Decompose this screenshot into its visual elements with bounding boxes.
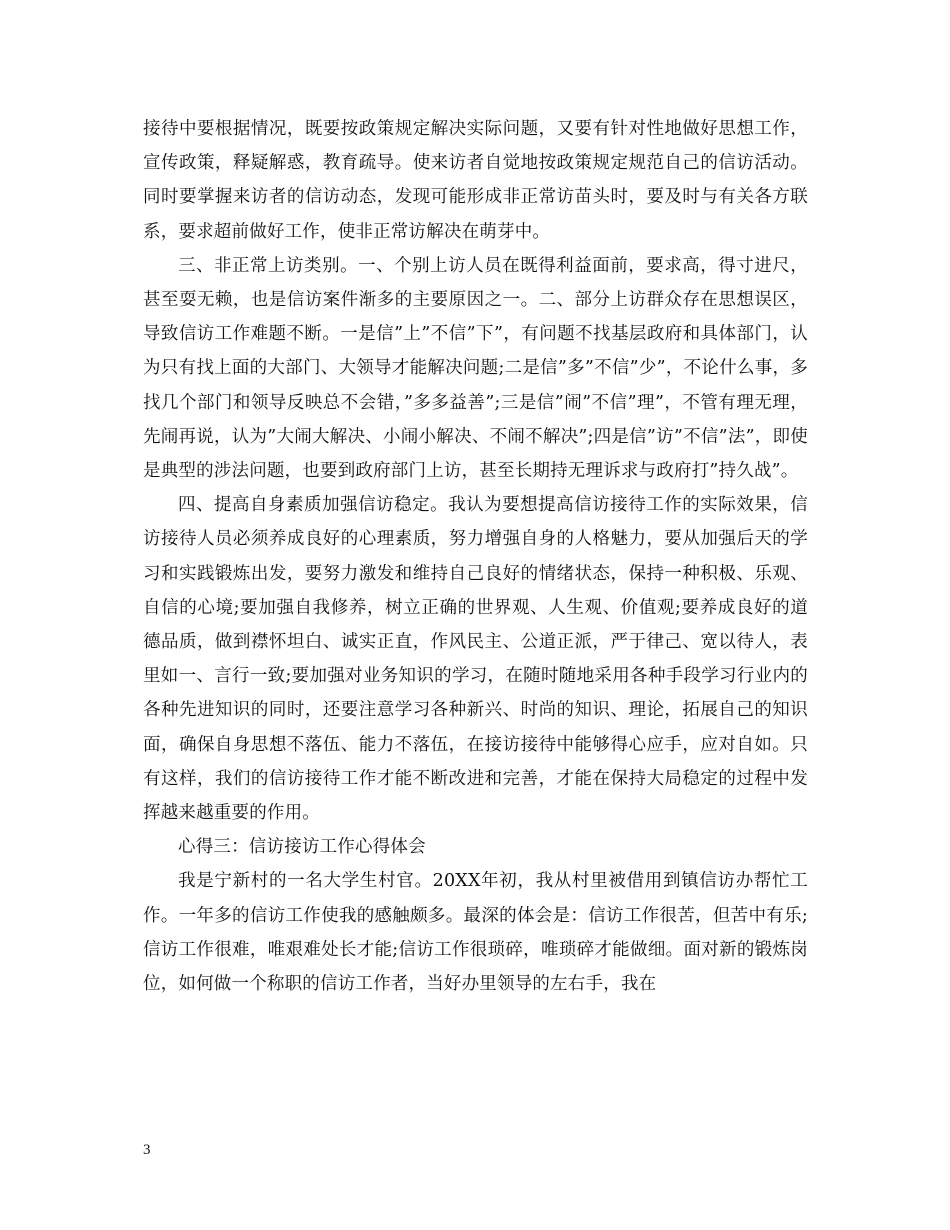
paragraph-2: 三、非正常上访类别。一、个别上访人员在既得利益面前，要求高，得寸进尺，甚至耍无赖，也是信访案件渐多的主要原因之一。二、部分上访群众存在思想误区，导致信访工作难题不断。一是信”上”不信”下”，有问题不找基层政府和具体部门，认为只有找上面的大部门、大领导才能解决问题;二是信”多”不信”少”，不论什么事，多找几个部门和领导反映总不会错，”多多益善”;三是信”闹”不信”理”，不管有理无理，先闹再说，认为”大闹大解决、小闹小解决、不闹不解决”;四是信”访”不信”法”，即使是典型的涉法问题，也要到政府部门上访，甚至长期持无理诉求与政府打”持久战”。 — [143, 255, 808, 482]
document-body — [143, 112, 808, 1001]
paragraph-3: 四、提高自身素质加强信访稳定。我认为要想提高信访接待工作的实际效果，信访接待人员必须养成良好的心理素质，努力增强自身的人格魅力，要从加强后天的学习和实践锻炼出发，要努力激发和维持自己良好的情绪状态，保持一种积极、乐观、自信的心境;要加强自我修养，树立正确的世界观、人生观、价值观;要养成良好的道德品质，做到襟怀坦白、诚实正直，作风民主、公道正派，严于律己、宽以待人，表里如一、言行一致;要加强对业务知识的学习，在随时随地采用各种手段学习行业内的各种先进知识的同时，还要注意学习各种新兴、时尚的知识、理论，拓展自己的知识面，确保自身思想不落伍、能力不落伍，在接访接待中能够得心应手，应对自如。只有这样，我们的信访接待工作才能不断改进和完善，才能在保持大局稳定的过程中发挥越来越重要的作用。 — [143, 495, 808, 824]
paragraph-4: 我是宁新村的一名大学生村官。20XX年初，我从村里被借用到镇信访办帮忙工作。一年多的信访工作使我的感触颇多。最深的体会是：信访工作很苦，但苦中有乐;信访工作很难，唯艰难处长才能;信访工作很琐碎，唯琐碎才能做细。面对新的锻炼岗位，如何做一个称职的信访工作者，当好办里领导的左右手，我在 — [143, 871, 808, 995]
page-number: 3 — [143, 1142, 151, 1158]
section-heading: 心得三：信访接访工作心得体会 — [178, 837, 426, 858]
paragraph-1: 接待中要根据情况，既要按政策规定解决实际问题，又要有针对性地做好思想工作，宣传政策，释疑解惑，教育疏导。使来访者自觉地按政策规定规范自己的信访活动。同时要掌握来访者的信访动态，发现可能形成非正常访苗头时，要及时与有关各方联系，要求超前做好工作，使非正常访解决在萌芽中。 — [143, 119, 808, 242]
